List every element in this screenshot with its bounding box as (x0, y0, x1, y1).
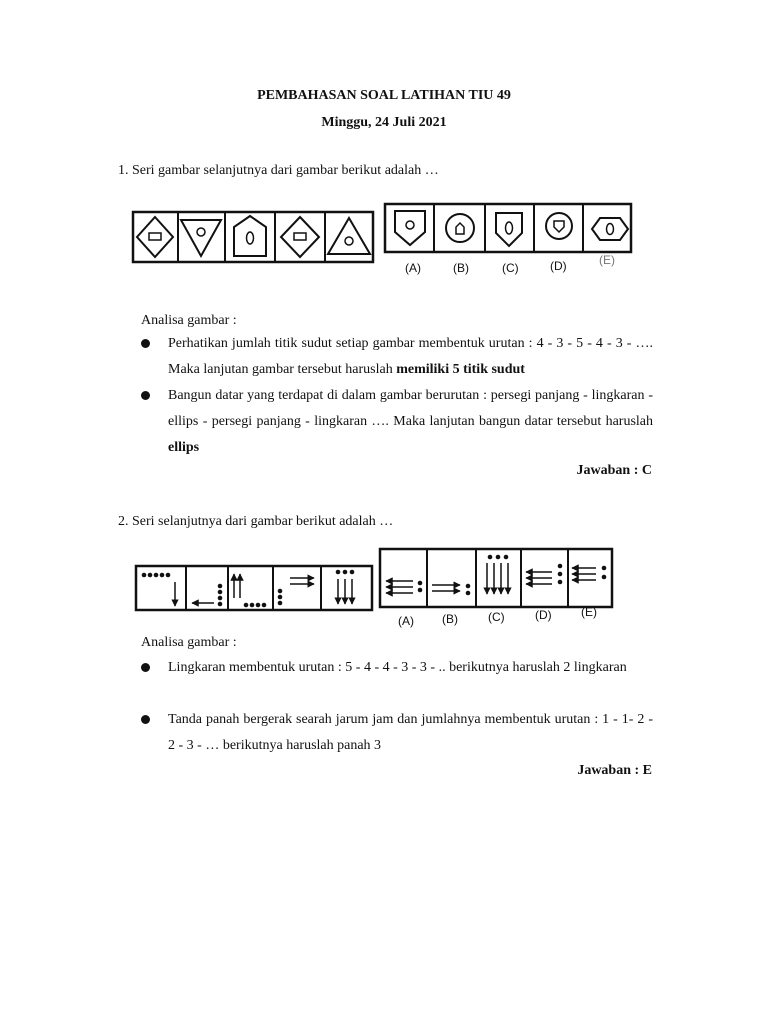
q1-bullet-1-text: Perhatikan jumlah titik sudut setiap gambar membentuk urutan : 4 - 3 - 5 - 4 - 3 - …. Maka lanjutan gambar tersebut haruslah (168, 336, 653, 377)
bullet-icon (141, 663, 150, 672)
q2-option-e-label: (E) (581, 605, 597, 619)
q1-analysis-label: Analisa gambar : (141, 313, 237, 328)
q1-option-b-label: (B) (453, 261, 469, 275)
q2-bullet-1: Lingkaran membentuk urutan : 5 - 4 - 4 - 3 - 3 - .. berikutnya haruslah 2 lingkaran (168, 660, 627, 675)
q2-option-a-label: (A) (398, 614, 414, 628)
q1-bullet-2 (168, 383, 653, 461)
q2-option-c-label: (C) (488, 610, 505, 624)
q2-option-d-label: (D) (535, 608, 552, 622)
q1-option-e-label: (E) (599, 253, 615, 267)
bullet-icon (141, 391, 150, 400)
question-2-text: 2. Seri selanjutnya dari gambar berikut adalah … (118, 514, 394, 529)
q1-option-d-label: (D) (550, 259, 567, 273)
q1-bullet-1 (168, 331, 653, 383)
question-1-text: 1. Seri gambar selanjutnya dari gambar berikut adalah … (118, 163, 439, 178)
q1-bullet-1-bold: memiliki 5 titik sudut (396, 362, 525, 377)
question-2-figure (128, 544, 618, 630)
q1-option-a-label: (A) (405, 261, 421, 275)
document-title: PEMBAHASAN SOAL LATIHAN TIU 49 (257, 88, 511, 103)
q1-bullet-2-bold: ellips (168, 440, 200, 455)
bullet-icon (141, 339, 150, 348)
q2-bullet-2: Tanda panah bergerak searah jarum jam dan jumlahnya membentuk urutan : 1 - 1- 2 - 2 - 3 - … berikutnya haruslah panah 3 (168, 712, 653, 753)
q1-bullet-2-text: Bangun datar yang terdapat di dalam gambar berurutan : persegi panjang - lingkaran - ellips - persegi panjang - lingkaran …. Maka lanjutan bangun datar tersebut haruslah (168, 388, 653, 429)
q2-answer: Jawaban : E (577, 763, 652, 778)
q1-option-c-label: (C) (502, 261, 519, 275)
q1-answer: Jawaban : C (576, 463, 652, 478)
q2-option-b-label: (B) (442, 612, 458, 626)
document-date: Minggu, 24 Juli 2021 (321, 115, 447, 130)
q2-analysis-label: Analisa gambar : (141, 635, 237, 650)
bullet-icon (141, 715, 150, 724)
question-1-figure (128, 194, 638, 284)
